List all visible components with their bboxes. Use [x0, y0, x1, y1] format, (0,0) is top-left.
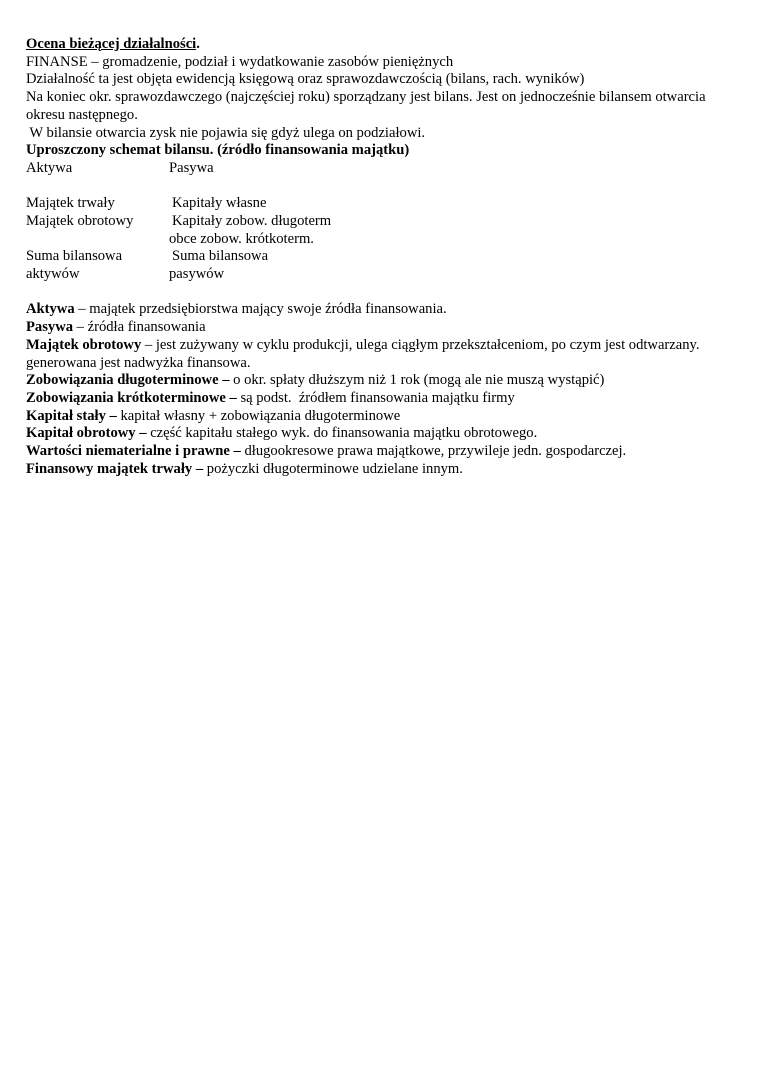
schema-right-cell: Suma bilansowa — [172, 248, 269, 265]
definition-text: kapitał własny + zobowiązania długoterminowe — [116, 407, 401, 424]
schema-row — [26, 266, 741, 284]
spacer — [26, 178, 741, 196]
definition-text: o okr. spłaty dłuższym niż 1 rok (mogą ale nie muszą wystąpić) — [229, 372, 605, 389]
definition-majatek-obrotowy — [26, 337, 738, 372]
definition-term: Pasywa — [26, 319, 74, 336]
schema-row — [26, 195, 741, 213]
definition-wartosci-niematerialne — [26, 443, 741, 461]
schema-row — [26, 231, 741, 249]
definition-pasywa — [26, 319, 741, 337]
schema-right-cell: Kapitały zobow. długoterm — [172, 212, 332, 229]
schema-left-cell: Majątek trwały — [26, 195, 115, 212]
definition-term: Kapitał obrotowy – — [26, 425, 147, 442]
document-title: Ocena bieżącej działalności — [26, 36, 197, 52]
definition-term: Zobowiązania długoterminowe – — [26, 372, 230, 389]
intro-line-finanse: FINANSE – gromadzenie, podział i wydatkowanie zasobów pieniężnych — [26, 53, 454, 70]
definition-term: Zobowiązania krótkoterminowe – — [26, 389, 237, 406]
schema-right-cell: Kapitały własne — [172, 195, 267, 212]
definition-kapital-staly — [26, 408, 741, 426]
schema-left-cell: aktywów — [26, 266, 80, 283]
schema-header-pasywa: Pasywa — [169, 159, 214, 176]
intro-line-bilans: Na koniec okr. sprawozdawczego (najczęściej roku) sporządzany jest bilans. Jest on jednocześnie bilansem otwarcia okresu następnego. — [26, 89, 706, 123]
heading-line — [26, 36, 741, 54]
document-page — [26, 36, 741, 478]
schema-row — [26, 213, 741, 231]
definition-text: – źródła finansowania — [73, 319, 206, 336]
definition-text: – majątek przedsiębiorstwa mający swoje źródła finansowania. — [74, 301, 447, 318]
definition-text: pożyczki długoterminowe udzielane innym. — [203, 460, 463, 477]
schema-header-aktywa: Aktywa — [26, 159, 73, 176]
definition-term: Kapitał stały – — [26, 407, 117, 424]
intro-line-ewidencja: Działalność ta jest objęta ewidencją księgową oraz sprawozdawczością (bilans, rach. wyników) — [26, 71, 585, 88]
definition-text: – jest zużywany w cyklu produkcji, ulega ciągłym przekształceniom, po czym jest odtwarzany. generowana jest nadwyżka finansowa. — [26, 336, 700, 371]
definition-text: są podst. źródłem finansowania majątku firmy — [236, 389, 515, 406]
schema-row — [26, 248, 741, 266]
definition-zobowiazania-krotkoterminowe — [26, 390, 741, 408]
spacer — [26, 284, 741, 302]
definition-term: Aktywa — [26, 301, 75, 318]
intro-line-zysk: W bilansie otwarcia zysk nie pojawia się gdyż ulega on podziałowi. — [26, 124, 426, 141]
definition-aktywa — [26, 301, 741, 319]
schema-title: Uproszczony schemat bilansu. (źródło finansowania majątku) — [26, 142, 410, 159]
definition-finansowy-majatek-trwaly — [26, 461, 741, 479]
schema-right-cell: obce zobow. krótkoterm. — [169, 230, 314, 247]
schema-right-cell: pasywów — [169, 266, 225, 283]
definition-term: Majątek obrotowy — [26, 336, 142, 353]
definition-term: Finansowy majątek trwały – — [26, 460, 204, 477]
schema-left-cell: Suma bilansowa — [26, 248, 123, 265]
schema-left-cell: Majątek obrotowy — [26, 212, 134, 229]
definition-zobowiazania-dlugoterminowe — [26, 372, 741, 390]
definition-text: długookresowe prawa majątkowe, przywileje jedn. gospodarczej. — [240, 443, 627, 460]
schema-header-row — [26, 160, 741, 178]
definition-kapital-obrotowy — [26, 425, 741, 443]
definition-term: Wartości niematerialne i prawne – — [26, 443, 241, 460]
title-dot: . — [196, 36, 200, 52]
definition-text: część kapitału stałego wyk. do finansowania majątku obrotowego. — [146, 425, 538, 442]
